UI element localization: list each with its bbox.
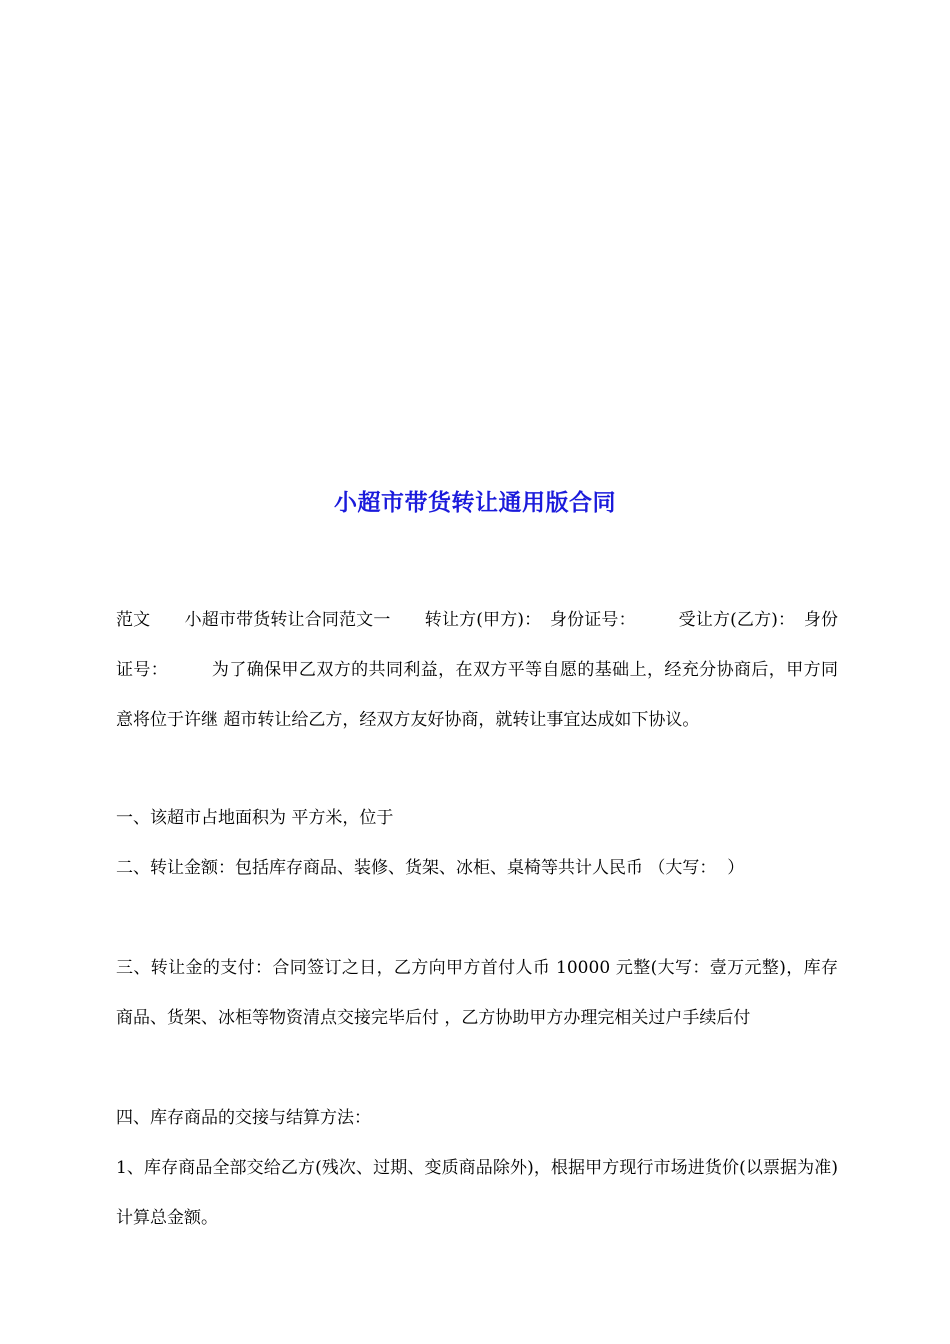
clause-3-text: 三、转让金的支付：合同签订之日，乙方向甲方首付人币 10000 元整(大写：壹万元整)，库存商品、货架、冰柜等物资清点交接完毕后付 ，乙方协助甲方办理完相关过户手续后付 <box>116 958 838 1028</box>
clause-4-paragraph <box>116 1093 838 1143</box>
clause-1-text: 一、该超市占地面积为 平方米，位于 <box>116 808 394 828</box>
clause-4-1-paragraph <box>116 1143 838 1243</box>
clause-1-paragraph <box>116 793 838 843</box>
clause-4-1-text: 1、库存商品全部交给乙方(残次、过期、变质商品除外)，根据甲方现行市场进货价(以票据为准)计算总金额。 <box>116 1158 838 1228</box>
document-title: 小超市带货转让通用版合同 <box>334 490 616 516</box>
clause-2-paragraph <box>116 843 838 893</box>
intro-text: 范文 小超市带货转让合同范文一 转让方(甲方)： 身份证号： 受让方(乙方)： 身份证号： 为了确保甲乙双方的共同利益，在双方平等自愿的基础上，经充分协商后，甲方同意将位于许继 超市转让给乙方，经双方友好协商，就转让事宜达成如下协议。 <box>116 610 838 730</box>
intro-paragraph <box>116 595 838 745</box>
clause-4-text: 四、库存商品的交接与结算方法： <box>116 1108 371 1128</box>
clause-2-text: 二、转让金额：包括库存商品、装修、货架、冰柜、桌椅等共计人民币 （大写： ） <box>116 858 745 878</box>
clause-3-paragraph <box>116 943 838 1043</box>
